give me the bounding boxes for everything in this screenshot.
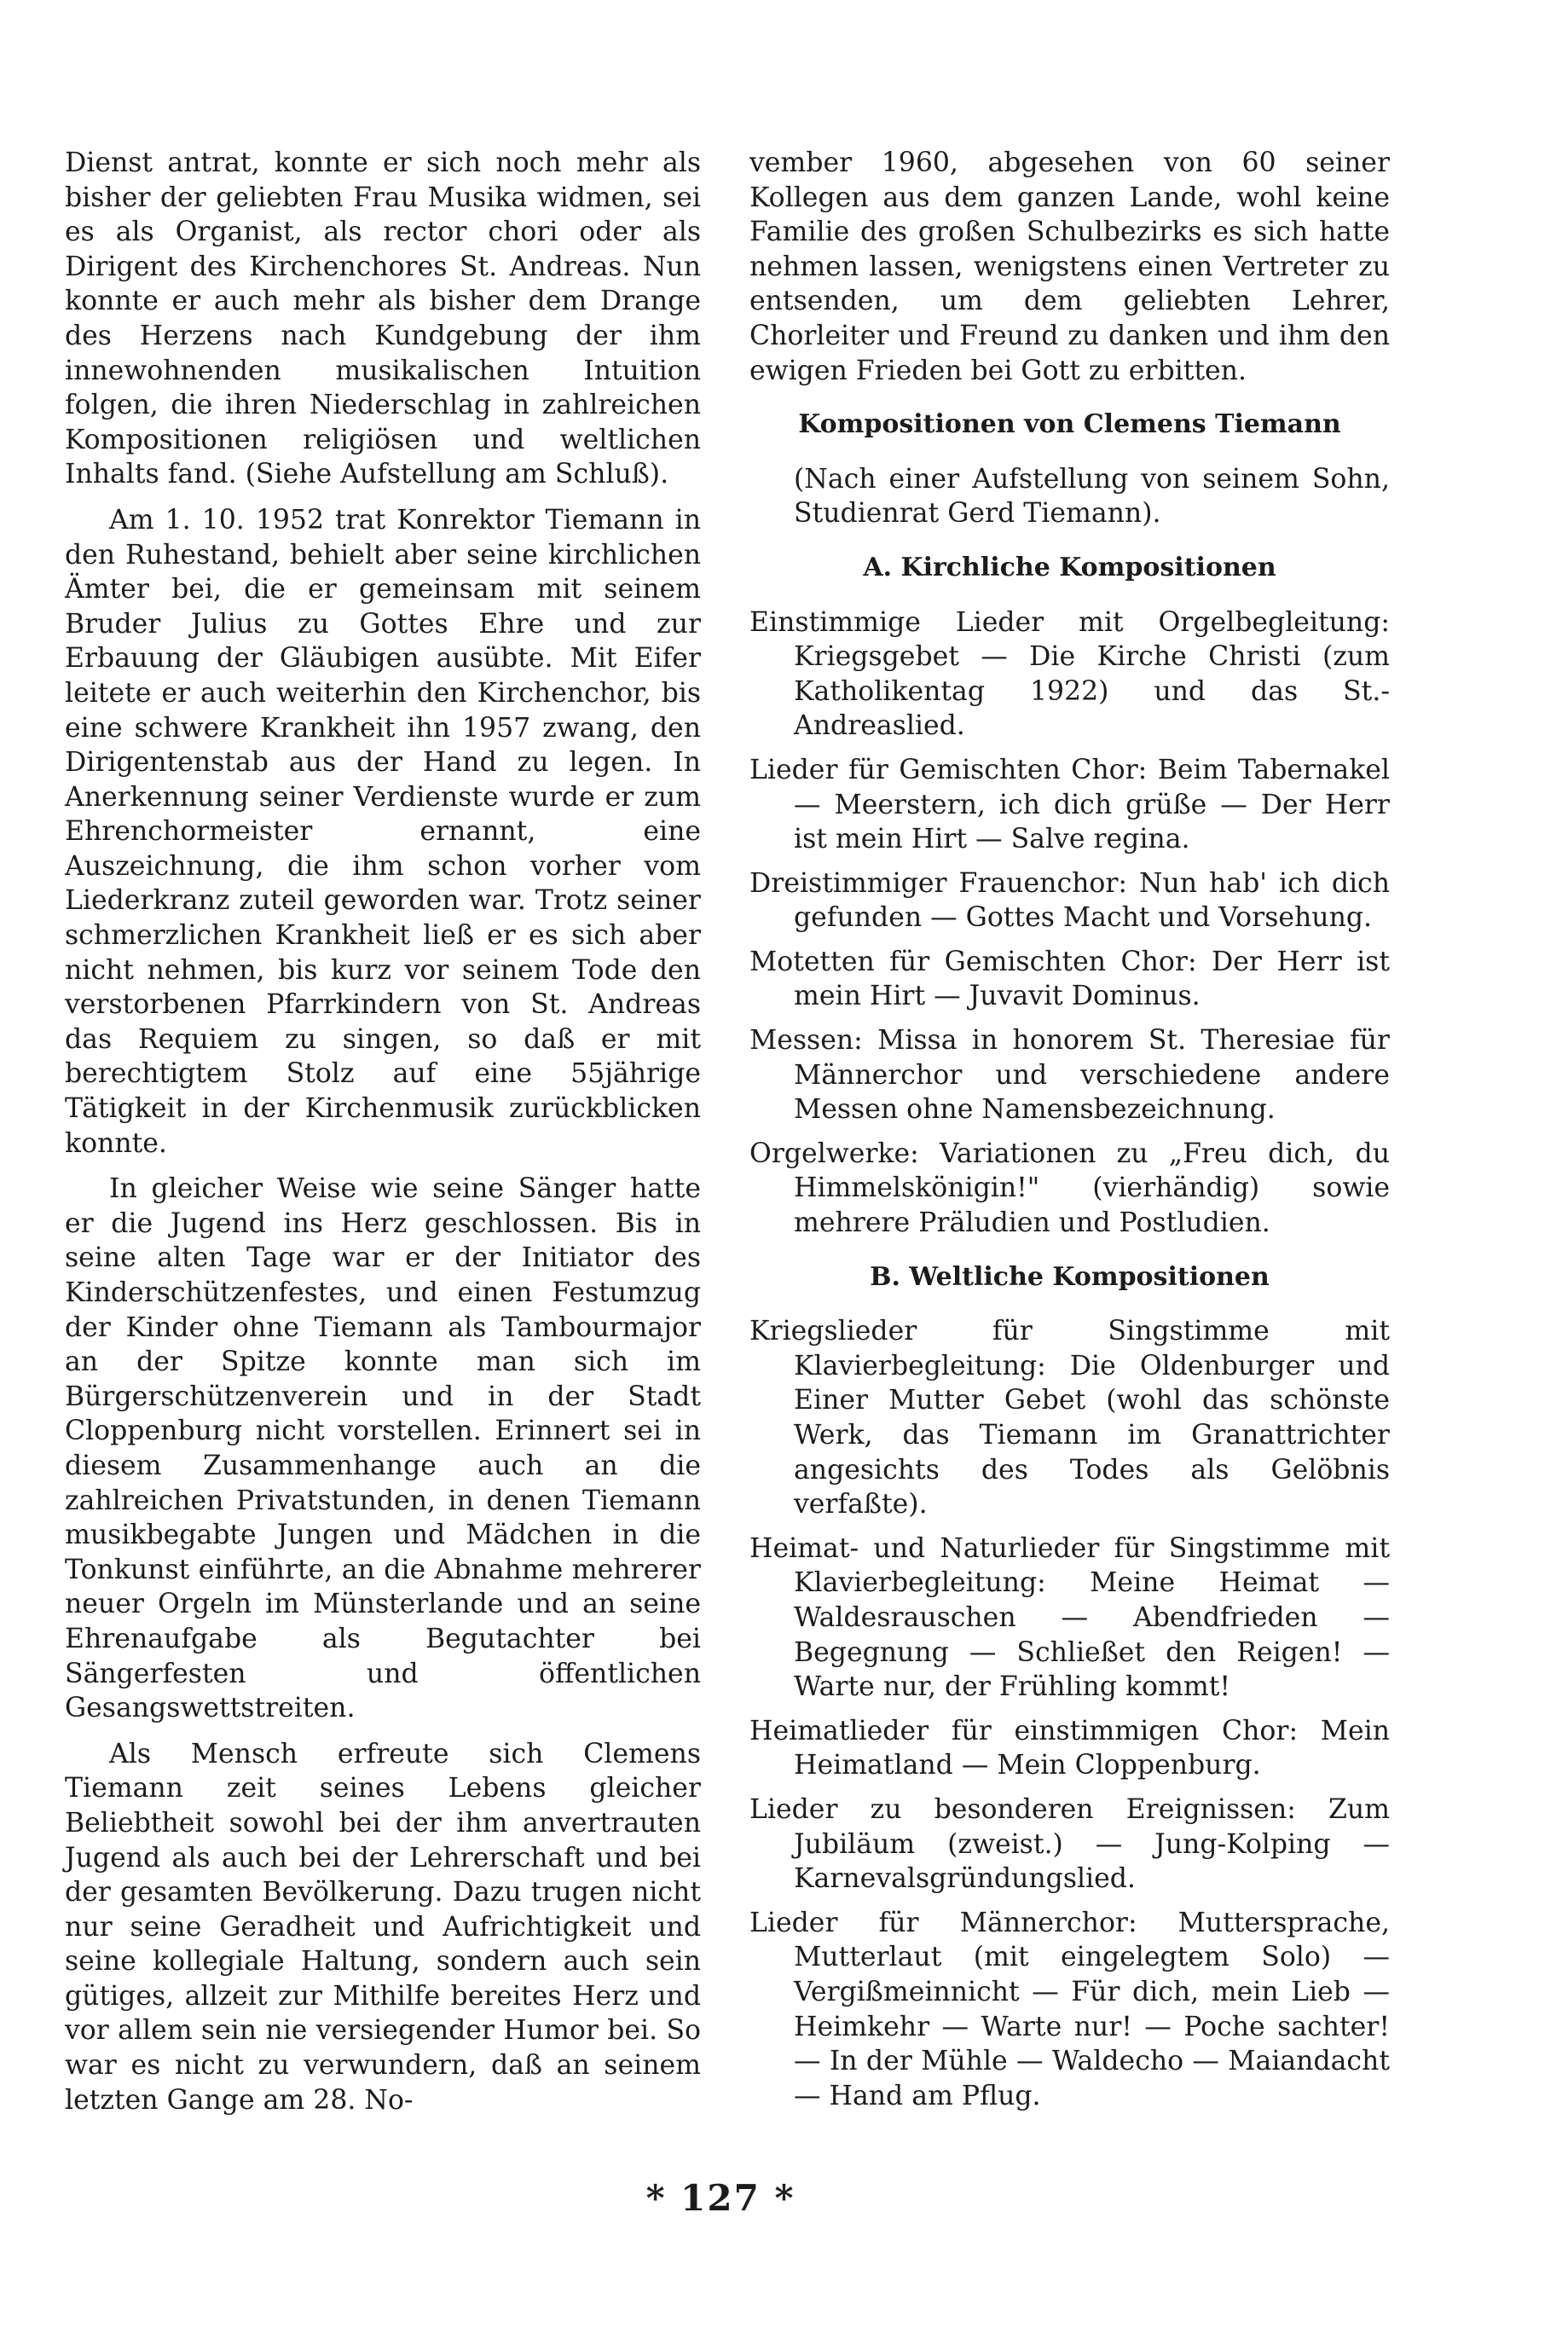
list-item: Lieder für Gemischten Chor: Beim Tabernakel — Meerstern, ich dich grüße — Der Herr ist mein Hirt — Salve regina. <box>749 754 1390 855</box>
left-column <box>65 146 701 2128</box>
section-b-heading: B. Weltliche Kompositionen <box>870 1261 1270 1292</box>
source-note: (Nach einer Aufstellung von seinem Sohn, Studienrat Gerd Tiemann). <box>794 463 1390 530</box>
section-a-heading: A. Kirchliche Kompositionen <box>863 552 1276 582</box>
list-item: Dreistimmiger Frauenchor: Nun hab' ich dich gefunden — Gottes Macht und Vorsehung. <box>749 867 1390 934</box>
paragraph-retirement: Am 1. 10. 1952 trat Konrektor Tiemann in den Ruhestand, behielt aber seine kirchlichen Ämter bei, die er gemeinsam mit seinem Bruder Julius zu Gottes Ehre und zur Erbauung der Gläubigen ausübte. Mit Eifer leitete er auch weiterhin den Kirchenchor, bis eine schwere Krankheit ihn 1957 zwang, den Dirigentenstab aus der Hand zu legen. In Anerkennung seiner Verdienste wurde er zum Ehrenchormeister ernannt, eine Auszeichnung, die ihm schon vorher vom Liederkranz zuteil geworden war. Trotz seiner schmerzlichen Krankheit ließ er es sich aber nicht nehmen, bis kurz vor seinem Tode den verstorbenen Pfarrkindern von St. Andreas das Requiem zu singen, so daß er mit berechtigtem Stolz auf eine 55jährige Tätigkeit in der Kirchenmusik zurückblicken konnte. <box>65 504 701 1159</box>
compositions-heading: Kompositionen von Clemens Tiemann <box>798 409 1341 440</box>
list-item: Lieder für Männerchor: Muttersprache, Mutterlaut (mit eingelegtem Solo) — Vergißmeinnicht — Für dich, mein Lieb — Heimkehr — Warte nur! — Poche sachter! — In der Mühle — Waldecho — Maiandacht — Hand am Pflug. <box>749 1907 1390 2111</box>
paragraph-youth: In gleicher Weise wie seine Sänger hatte er die Jugend ins Herz geschlossen. Bis in seine alten Tage war er der Initiator des Kinderschützenfestes, und einen Festumzug der Kinder ohne Tiemann als Tambourmajor an der Spitze konnte man sich im Bürgerschützenverein und in der Stadt Cloppenburg nicht vorstellen. Erinnert sei in diesem Zusammenhange auch an die zahlreichen Privatstunden, in denen Tiemann musikbegabte Jungen und Mädchen in die Tonkunst einführte, an die Abnahme mehrerer neuer Orgeln im Münsterlande und an seine Ehrenaufgabe als Begutachter bei Sängerfesten und öffentlichen Gesangswettstreiten. <box>65 1173 701 1724</box>
paragraph-character: Als Mensch erfreute sich Clemens Tiemann zeit seines Lebens gleicher Beliebtheit sowohl bei der ihm anvertrauten Jugend als auch bei der Lehrerschaft und bei der gesamten Bevölkerung. Dazu trugen nicht nur seine Geradheit und Aufrichtigkeit und seine kollegiale Haltung, sondern auch sein gütiges, allzeit zur Mithilfe bereites Herz und vor allem sein nie versiegender Humor bei. So war es nicht zu verwundern, daß an seinem letzten Gange am 28. No- <box>65 1738 701 2116</box>
list-item: Lieder zu besonderen Ereignissen: Zum Jubiläum (zweist.) — Jung-Kolping — Karnevalsgründungslied. <box>749 1793 1390 1895</box>
list-item: Heimat- und Naturlieder für Singstimme mit Klavierbegleitung: Meine Heimat — Waldesrauschen — Abendfrieden — Begegnung — Schließet den Reigen! — Warte nur, der Frühling kommt! <box>749 1532 1390 1703</box>
list-item: Motetten für Gemischten Chor: Der Herr ist mein Hirt — Juvavit Dominus. <box>749 946 1390 1012</box>
list-item: Messen: Missa in honorem St. Theresiae für Männerchor und verschiedene andere Messen ohne Namensbezeichnung. <box>749 1025 1390 1126</box>
paragraph-continuation: Dienst antrat, konnte er sich noch mehr als bisher der geliebten Frau Musika widmen, sei es als Organist, als rector chori oder als Dirigent des Kirchenchores St. Andreas. Nun konnte er auch mehr als bisher dem Drange des Herzens nach Kundgebung der ihm innewohnenden musikalischen Intuition folgen, die ihren Niederschlag in zahlreichen Kompositionen religiösen und weltlichen Inhalts fand. (Siehe Aufstellung am Schluß). <box>65 148 701 490</box>
list-item: Einstimmige Lieder mit Orgelbegleitung: Kriegsgebet — Die Kirche Christi (zum Katholikentag 1922) und das St.-Andreaslied. <box>749 606 1390 742</box>
paragraph-funeral: vember 1960, abgesehen von 60 seiner Kollegen aus dem ganzen Lande, wohl keine Familie des großen Schulbezirks es sich hatte nehmen lassen, wenigstens einen Vertreter zu entsenden, um dem geliebten Lehrer, Chorleiter und Freund zu danken und ihm den ewigen Frieden bei Gott zu erbitten. <box>749 148 1390 386</box>
list-item: Orgelwerke: Variationen zu „Freu dich, du Himmelskönigin!" (vierhändig) sowie mehrere Präludien und Postludien. <box>749 1138 1390 1239</box>
list-item: Kriegslieder für Singstimme mit Klavierbegleitung: Die Oldenburger und Einer Mutter Gebet (wohl das schönste Werk, das Tiemann im Granattrichter angesichts des Todes als Gelöbnis verfaßte). <box>749 1316 1390 1520</box>
page-number: * 127 * <box>645 2177 796 2219</box>
right-column <box>749 146 1390 2123</box>
list-item: Heimatlieder für einstimmigen Chor: Mein Heimatland — Mein Cloppenburg. <box>749 1715 1390 1781</box>
